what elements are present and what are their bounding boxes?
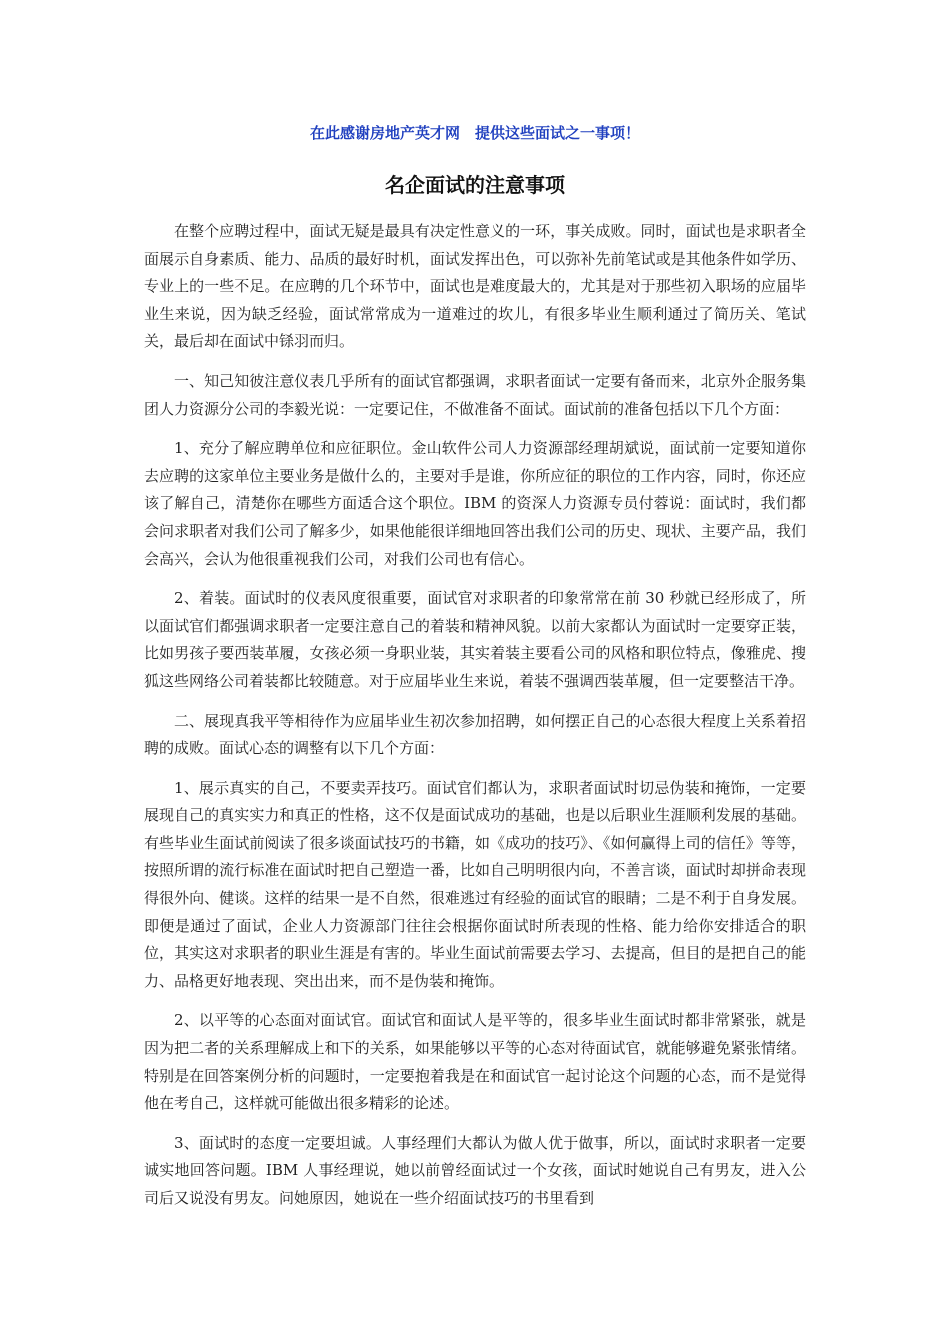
document-page	[144, 118, 806, 1213]
paragraph-section-2: 二、展现真我平等相待作为应届毕业生初次参加招聘，如何摆正自己的心态很大程度上关系着招聘的成败。面试心态的调整有以下几个方面：	[144, 711, 806, 758]
paragraph-1-2: 2、着装。面试时的仪表风度很重要，面试官对求职者的印象常常在前 30 秒就已经形成了，所以面试官们都强调求职者一定要注意自己的着装和精神风貌。以前大家都认为面试时一定要穿正装，比如男孩子要西装革履，女孩必须一身职业装，其实着装主要看公司的风格和职位特点，像雅虎、搜狐这些网络公司着装都比较随意。对于应届毕业生来说，着装不强调西装革履，但一定要整洁干净。	[144, 589, 806, 690]
paragraph-1-1: 1、充分了解应聘单位和应征职位。金山软件公司人力资源部经理胡斌说，面试前一定要知道你去应聘的这家单位主要业务是做什么的，主要对手是谁，你所应征的职位的工作内容，同时，你还应该了解自己，清楚你在哪些方面适合这个职位。IBM 的资深人力资源专员付蓉说：面试时，我们都会问求职者对我们公司了解多少，如果他能很详细地回答出我们公司的历史、现状、主要产品，我们会高兴，会认为他很重视我们公司，对我们公司也有信心。	[144, 439, 806, 568]
paragraph-2-1: 1、展示真实的自己，不要卖弄技巧。面试官们都认为，求职者面试时切忌伪装和掩饰，一定要展现自己的真实实力和真正的性格，这不仅是面试成功的基础，也是以后职业生涯顺利发展的基础。有些毕业生面试前阅读了很多谈面试技巧的书籍，如《成功的技巧》、《如何赢得上司的信任》等等，按照所谓的流行标准在面试时把自己塑造一番，比如自己明明很内向，不善言谈，面试时却拼命表现得很外向、健谈。这样的结果一是不自然，很难逃过有经验的面试官的眼睛；二是不利于自身发展。即便是通过了面试，企业人力资源部门往往会根据你面试时所表现的性格、能力给你安排适合的职位，其实这对求职者的职业生涯是有害的。毕业生面试前需要去学习、去提高，但目的是把自己的能力、品格更好地表现、突出出来，而不是伪装和掩饰。	[144, 778, 806, 990]
thanks-link[interactable]: 在此感谢房地产英才网 提供这些面试之一事项！	[309, 124, 640, 142]
document-title: 名企面试的注意事项	[385, 173, 565, 197]
paragraph-2-2: 2、以平等的心态面对面试官。面试官和面试人是平等的，很多毕业生面试时都非常紧张，就是因为把二者的关系理解成上和下的关系，如果能够以平等的心态对待面试官，就能够避免紧张情绪。特别是在回答案例分析的问题时，一定要抱着我是在和面试官一起讨论这个问题的心态，而不是觉得他在考自己，这样就可能做出很多精彩的论述。	[144, 1011, 806, 1113]
paragraph-section-1: 一、知己知彼注意仪表几乎所有的面试官都强调，求职者面试一定要有备而来，北京外企服务集团人力资源分公司的李毅光说：一定要记住，不做准备不面试。面试前的准备包括以下几个方面：	[144, 371, 806, 418]
paragraph-2-3: 3、面试时的态度一定要坦诚。人事经理们大都认为做人优于做事，所以，面试时求职者一定要诚实地回答问题。IBM 人事经理说，她以前曾经面试过一个女孩，面试时她说自己有男友，进入公司后又说没有男友。问她原因，她说在一些介绍面试技巧的书里看到	[144, 1133, 806, 1207]
paragraph-intro: 在整个应聘过程中，面试无疑是最具有决定性意义的一环，事关成败。同时，面试也是求职者全面展示自身素质、能力、品质的最好时机，面试发挥出色，可以弥补先前笔试或是其他条件如学历、专业上的一些不足。在应聘的几个环节中，面试也是难度最大的，尤其是对于那些初入职场的应届毕业生来说，因为缺乏经验，面试常常成为一道难过的坎儿，有很多毕业生顺利通过了简历关、笔试关，最后却在面试中铩羽而归。	[144, 222, 806, 351]
